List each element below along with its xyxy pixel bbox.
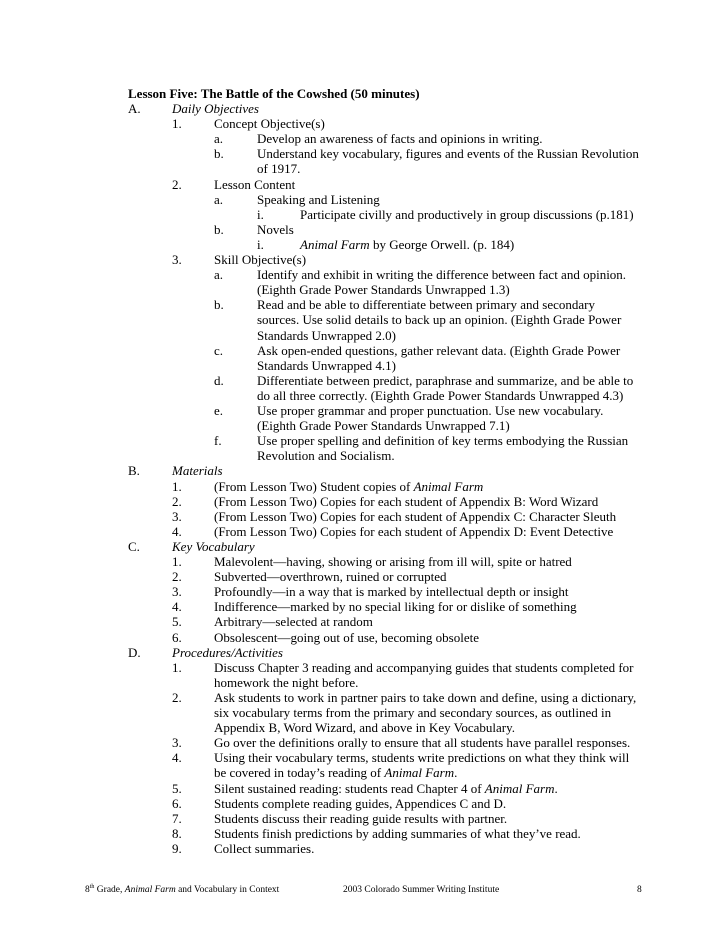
- outline-label: 9.: [172, 841, 182, 856]
- text-run: be covered in today’s reading of: [214, 765, 385, 780]
- italic-title: Daily Objectives: [172, 101, 259, 116]
- text-run: Subverted—overthrown, ruined or corrupted: [214, 569, 447, 584]
- text-run: Differentiate between predict, paraphrase and summarize, and be able to: [257, 373, 634, 388]
- footer-grade-rest: Grade,: [94, 885, 125, 895]
- outline-label: C.: [128, 539, 140, 554]
- text-run: Revolution and Socialism.: [257, 448, 395, 463]
- text-run: Arbitrary—selected at random: [214, 614, 373, 629]
- text-run: .: [454, 765, 458, 780]
- text-run: (Eighth Grade Power Standards Unwrapped 7.1): [257, 418, 510, 433]
- text-run: Students complete reading guides, Appendices C and D.: [214, 796, 507, 811]
- text-run: Obsolescent—going out of use, becoming obsolete: [214, 630, 480, 645]
- outline-label: 6.: [172, 796, 182, 811]
- outline-label: 5.: [172, 781, 182, 796]
- outline-label: f.: [214, 433, 222, 448]
- text-run: Using their vocabulary terms, students write predictions on what they think will: [214, 750, 630, 765]
- outline-label: 3.: [172, 735, 182, 750]
- outline-label: 1.: [172, 479, 182, 494]
- outline-label: i.: [257, 207, 264, 222]
- outline-label: 4.: [172, 524, 182, 539]
- text-run: Discuss Chapter 3 reading and accompanying guides that students completed for: [214, 660, 634, 675]
- text-run: (From Lesson Two) Copies for each student of Appendix B: Word Wizard: [214, 494, 599, 509]
- outline-label: D.: [128, 645, 141, 660]
- text-run: Identify and exhibit in writing the difference between fact and opinion.: [257, 267, 627, 282]
- outline-label: 2.: [172, 569, 182, 584]
- footer-book-title: Animal Farm: [124, 885, 176, 895]
- text-run: (From Lesson Two) Copies for each student of Appendix C: Character Sleuth: [214, 509, 617, 524]
- text-run: of 1917.: [257, 161, 301, 176]
- footer-course-rest: and Vocabulary in Context: [175, 885, 280, 895]
- outline-label: 3.: [172, 252, 182, 267]
- italic-title: Procedures/Activities: [172, 645, 283, 660]
- footer-grade-suffix: th: [89, 883, 95, 890]
- outline-label: 4.: [172, 750, 182, 765]
- text-run: (From Lesson Two) Copies for each student of Appendix D: Event Detective: [214, 524, 614, 539]
- text-run: Concept Objective(s): [214, 116, 325, 131]
- italic-title: Animal Farm: [413, 479, 484, 494]
- outline-label: e.: [214, 403, 224, 418]
- outline-label: 2.: [172, 177, 182, 192]
- outline-label: d.: [214, 373, 224, 388]
- text-run: Use proper grammar and proper punctuation. Use new vocabulary.: [257, 403, 604, 418]
- text-run: Students finish predictions by adding summaries of what they’ve read.: [214, 826, 581, 841]
- text-run: .: [554, 781, 558, 796]
- outline-label: A.: [128, 101, 141, 116]
- outline-label: 4.: [172, 599, 182, 614]
- text-run: Malevolent—having, showing or arising from ill will, spite or hatred: [214, 554, 572, 569]
- text-run: Silent sustained reading: students read Chapter 4 of: [214, 781, 485, 796]
- outline-label: a.: [214, 131, 224, 146]
- outline-label: i.: [257, 237, 264, 252]
- text-run: Speaking and Listening: [257, 192, 380, 207]
- outline-label: 3.: [172, 584, 182, 599]
- outline-label: 1.: [172, 554, 182, 569]
- outline-label: 6.: [172, 630, 182, 645]
- text-run: Skill Objective(s): [214, 252, 307, 267]
- italic-title: Animal Farm: [384, 765, 455, 780]
- text-run: Participate civilly and productively in group discussions (p.181): [300, 207, 634, 222]
- lesson-title: Lesson Five: The Battle of the Cowshed (50 minutes): [128, 86, 420, 101]
- outline-label: a.: [214, 192, 224, 207]
- text-run: Collect summaries.: [214, 841, 315, 856]
- text-run: Develop an awareness of facts and opinions in writing.: [257, 131, 543, 146]
- outline-label: 2.: [172, 690, 182, 705]
- text-run: Indifference—marked by no special liking for or dislike of something: [214, 599, 577, 614]
- outline-label: b.: [214, 297, 224, 312]
- footer-page-number: 8: [637, 885, 642, 895]
- text-run: Novels: [257, 222, 294, 237]
- footer-course: [85, 884, 279, 896]
- text-run: do all three correctly. (Eighth Grade Power Standards Unwrapped 4.3): [257, 388, 624, 403]
- text-run: Lesson Content: [214, 177, 296, 192]
- text-run: Read and be able to differentiate between primary and secondary: [257, 297, 595, 312]
- italic-title: Animal Farm: [484, 781, 555, 796]
- text-run: Ask open-ended questions, gather relevant data. (Eighth Grade Power: [257, 343, 621, 358]
- footer-grade: 8: [85, 885, 90, 895]
- outline-label: 3.: [172, 509, 182, 524]
- text-run: Go over the definitions orally to ensure that all students have parallel responses.: [214, 735, 631, 750]
- outline-label: B.: [128, 463, 140, 478]
- text-run: Understand key vocabulary, figures and events of the Russian Revolution: [257, 146, 639, 161]
- text-run: (Eighth Grade Power Standards Unwrapped 1.3): [257, 282, 510, 297]
- outline-label: b.: [214, 146, 224, 161]
- italic-title: Materials: [172, 463, 223, 478]
- outline-label: 8.: [172, 826, 182, 841]
- outline-label: 5.: [172, 614, 182, 629]
- text-run: six vocabulary terms from the primary and secondary sources, as outlined in: [214, 705, 612, 720]
- outline-label: c.: [214, 343, 224, 358]
- text-run: Standards Unwrapped 2.0): [257, 328, 396, 343]
- text-run: (From Lesson Two) Student copies of: [214, 479, 414, 494]
- text-run: Use proper spelling and definition of key terms embodying the Russian: [257, 433, 629, 448]
- outline-label: 1.: [172, 116, 182, 131]
- text-run: Appendix B, Word Wizard, and above in Key Vocabulary.: [214, 720, 515, 735]
- text-run: Students discuss their reading guide results with partner.: [214, 811, 508, 826]
- outline-label: b.: [214, 222, 224, 237]
- text-run: by George Orwell. (p. 184): [369, 237, 515, 252]
- text-run: Ask students to work in partner pairs to take down and define, using a dictionary,: [214, 690, 637, 705]
- italic-title: Key Vocabulary: [172, 539, 255, 554]
- italic-title: Animal Farm: [300, 237, 370, 252]
- text-run: homework the night before.: [214, 675, 359, 690]
- text-run: Standards Unwrapped 4.1): [257, 358, 396, 373]
- text-run: Profoundly—in a way that is marked by intellectual depth or insight: [214, 584, 569, 599]
- outline-label: 1.: [172, 660, 182, 675]
- outline-label: 7.: [172, 811, 182, 826]
- footer-institute: 2003 Colorado Summer Writing Institute: [343, 885, 500, 895]
- text-run: sources. Use solid details to back up an opinion. (Eighth Grade Power: [257, 312, 622, 327]
- outline-label: a.: [214, 267, 224, 282]
- outline-label: 2.: [172, 494, 182, 509]
